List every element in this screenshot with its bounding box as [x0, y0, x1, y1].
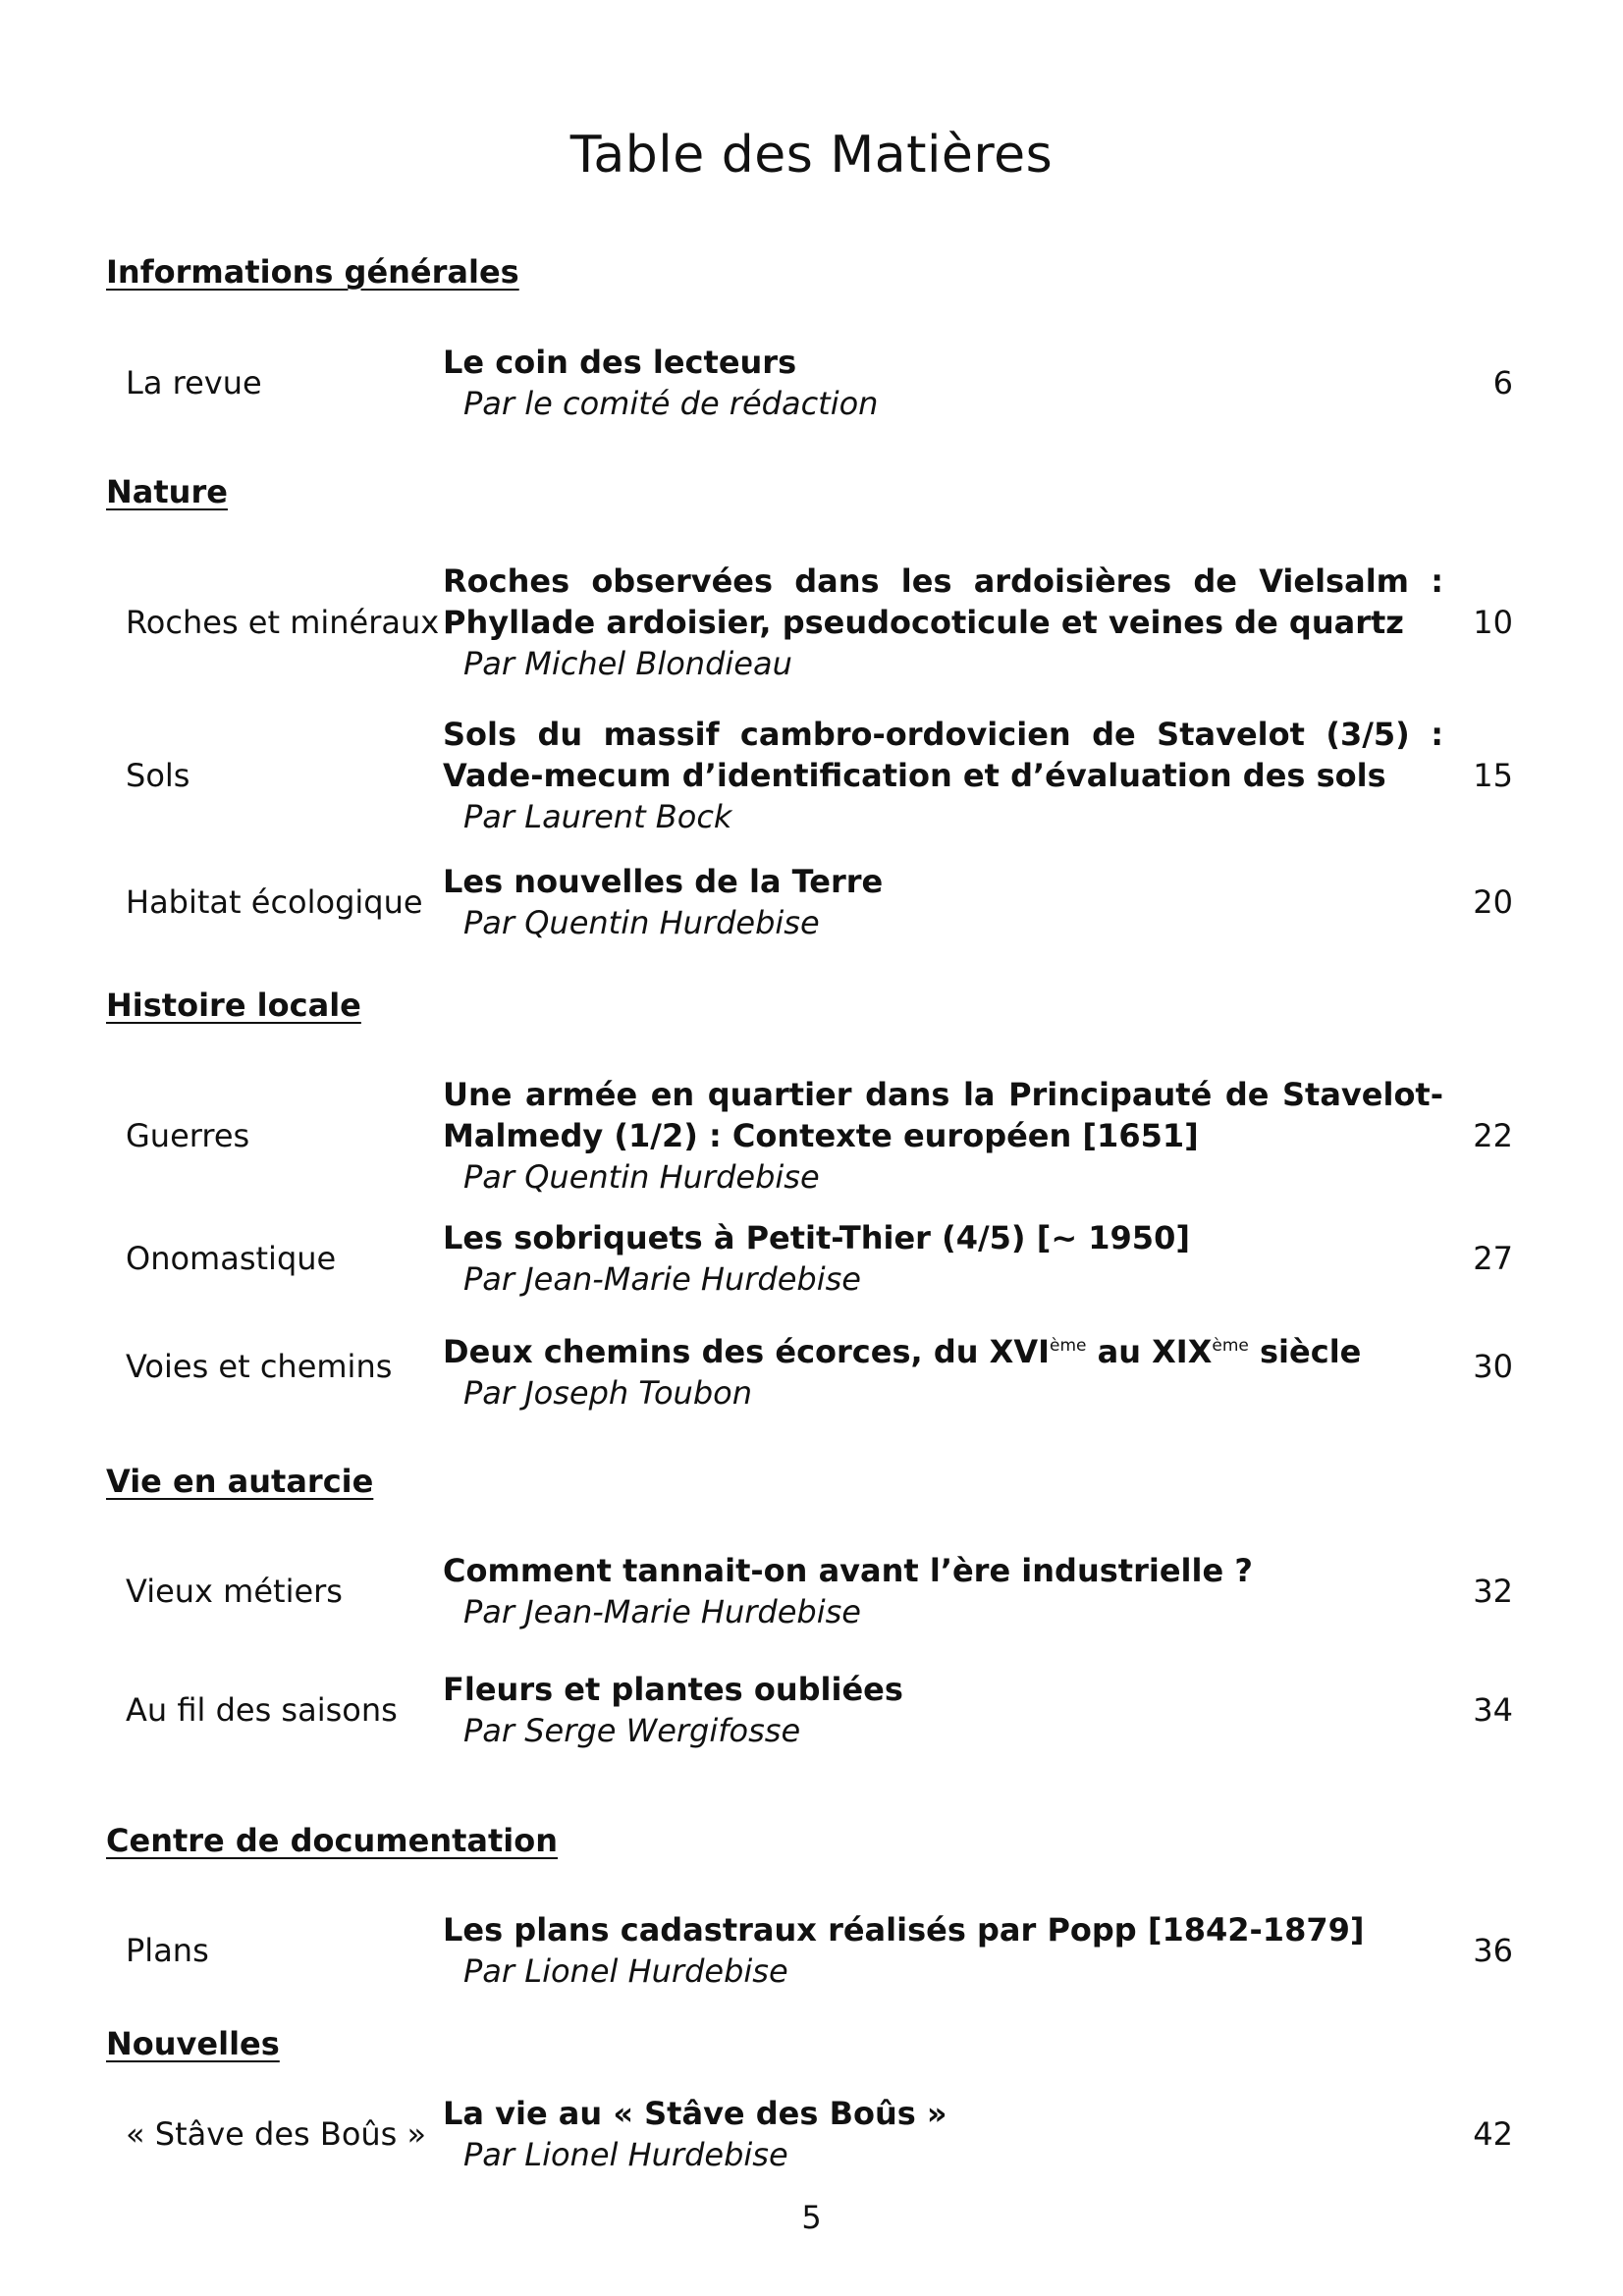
toc-entry[interactable]	[0, 2093, 1623, 2175]
toc-entry[interactable]	[0, 1217, 1623, 1300]
entry-author: Par Quentin Hurdebise	[463, 1158, 820, 1196]
section-heading-vie-en-autarcie: Vie en autarcie	[106, 1463, 374, 1500]
entry-category: Au fil des saisons	[126, 1691, 398, 1729]
entry-title: Comment tannait-on avant l’ère industrielle ?	[443, 1552, 1253, 1589]
toc-entry[interactable]	[0, 861, 1623, 943]
entry-page-number: 36	[1473, 1932, 1513, 1969]
entry-category: Roches et minéraux	[126, 604, 440, 641]
entry-page-number: 30	[1473, 1348, 1513, 1385]
toc-entry[interactable]	[0, 342, 1623, 424]
superscript-ordinal: ème	[1212, 1336, 1249, 1356]
entry-title: Fleurs et plantes oubliées	[443, 1671, 903, 1708]
entry-title: Deux chemins des écorces, du XVIème au XIXème siècle	[443, 1333, 1362, 1370]
page-number: 5	[801, 2199, 822, 2236]
section-heading-centre-de-documentation: Centre de documentation	[106, 1822, 559, 1859]
section-heading-nature: Nature	[106, 473, 228, 510]
toc-entry[interactable]	[0, 561, 1623, 684]
superscript-ordinal: ème	[1049, 1336, 1087, 1356]
page-title: Table des Matières	[569, 126, 1054, 185]
entry-title: Roches observées dans les ardoisières de Vielsalm : Phyllade ardoisier, pseudocoticule et veines de quartz	[443, 562, 1443, 641]
entry-page-number: 32	[1473, 1573, 1513, 1610]
entry-page-number: 42	[1473, 2115, 1513, 2153]
toc-entry[interactable]	[0, 1074, 1623, 1198]
toc-entry[interactable]	[0, 1550, 1623, 1632]
entry-author: Par Jean-Marie Hurdebise	[463, 1593, 861, 1630]
entry-title: Sols du massif cambro-ordovicien de Stavelot (3/5) : Vade-mecum d’identification et d’évaluation des sols	[443, 716, 1443, 794]
entry-category: Plans	[126, 1932, 209, 1969]
entry-author: Par Serge Wergifosse	[463, 1712, 801, 1749]
entry-author: Par Quentin Hurdebise	[463, 904, 820, 941]
toc-entry[interactable]	[0, 1909, 1623, 1992]
entry-category: La revue	[126, 364, 262, 401]
entry-author: Par Joseph Toubon	[463, 1374, 752, 1412]
entry-page-number: 20	[1473, 883, 1513, 921]
entry-category: Onomastique	[126, 1240, 337, 1277]
section-heading-nouvelles: Nouvelles	[106, 2025, 280, 2062]
entry-title: Les plans cadastraux réalisés par Popp [1842-1879]	[443, 1911, 1365, 1949]
toc-entry[interactable]	[0, 1325, 1623, 1412]
entry-page-number: 34	[1473, 1691, 1513, 1729]
entry-title: Le coin des lecteurs	[443, 344, 797, 381]
entry-page-number: 15	[1473, 757, 1513, 794]
entry-title: Une armée en quartier dans la Principauté de Stavelot-Malmedy (1/2) : Contexte européen [1651]	[443, 1076, 1443, 1154]
toc-entry[interactable]	[0, 714, 1623, 837]
entry-category: Guerres	[126, 1117, 250, 1154]
entry-category: Vieux métiers	[126, 1573, 343, 1610]
entry-category: Voies et chemins	[126, 1348, 393, 1385]
entry-page-number: 27	[1473, 1240, 1513, 1277]
entry-category: Sols	[126, 757, 190, 794]
entry-title: Les sobriquets à Petit-Thier (4/5) [~ 1950]	[443, 1219, 1190, 1256]
entry-category: « Stâve des Boûs »	[126, 2115, 427, 2153]
entry-author: Par Michel Blondieau	[463, 645, 792, 682]
entry-author: Par Lionel Hurdebise	[463, 2136, 788, 2173]
entry-page-number: 6	[1492, 364, 1513, 401]
entry-author: Par Laurent Bock	[463, 798, 732, 835]
entry-page-number: 10	[1473, 604, 1513, 641]
entry-category: Habitat écologique	[126, 883, 423, 921]
entry-author: Par le comité de rédaction	[463, 385, 879, 422]
section-heading-informations-generales: Informations générales	[106, 253, 519, 291]
entry-author: Par Lionel Hurdebise	[463, 1952, 788, 1990]
entry-author: Par Jean-Marie Hurdebise	[463, 1260, 861, 1298]
entry-title: La vie au « Stâve des Boûs »	[443, 2095, 947, 2132]
section-heading-histoire-locale: Histoire locale	[106, 987, 361, 1024]
entry-page-number: 22	[1473, 1117, 1513, 1154]
entry-title: Les nouvelles de la Terre	[443, 863, 884, 900]
toc-entry[interactable]	[0, 1669, 1623, 1751]
